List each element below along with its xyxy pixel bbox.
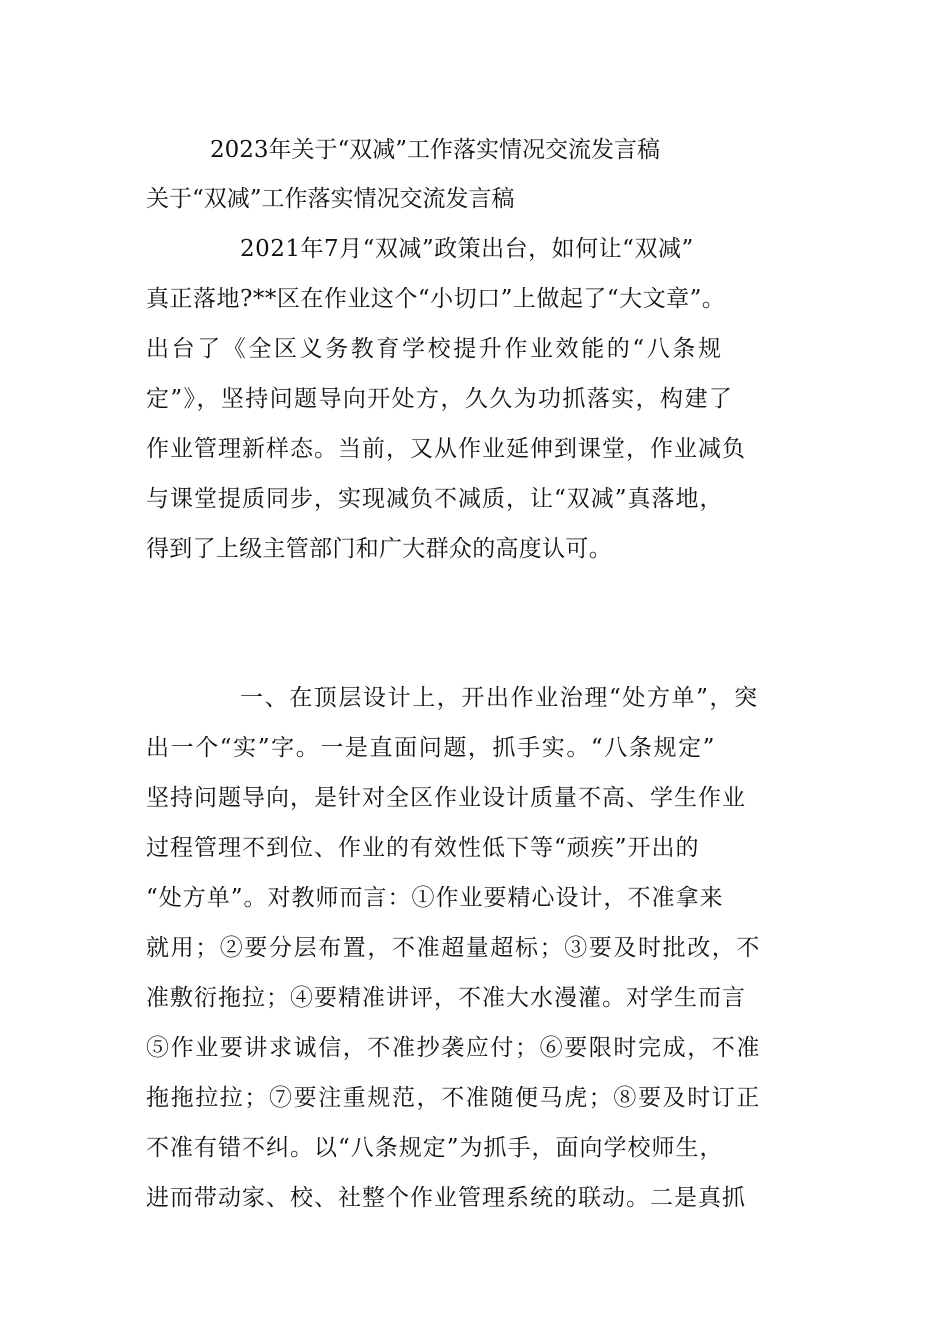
- paragraph-line: 拖拖拉拉；⑦要注重规范，不准随便马虎；⑧要及时订正: [146, 1085, 761, 1111]
- paragraph-line: 出一个“实”字。一是直面问题，抓手实。“八条规定”: [146, 735, 717, 761]
- paragraph-line: 作业管理新样态。当前，又从作业延伸到课堂，作业减负: [146, 436, 746, 462]
- paragraph-line: 与课堂提质同步，实现减负不减质，让“双减”真落地，: [146, 486, 724, 512]
- paragraph-line: 坚持问题导向，是针对全区作业设计质量不高、学生作业: [146, 785, 746, 811]
- document-title: 2023年关于“双减”工作落实情况交流发言稿: [210, 137, 661, 163]
- paragraph-line: “处方单”。对教师而言：①作业要精心设计，不准拿来: [146, 885, 724, 911]
- paragraph-line: 真正落地?**区在作业这个“小切口”上做起了“大文章”。: [146, 286, 726, 312]
- paragraph-line: 准敷衍拖拉；④要精准讲评，不准大水漫灌。对学生而言: [146, 985, 746, 1011]
- paragraph-line: 得到了上级主管部门和广大群众的高度认可。: [146, 536, 612, 562]
- paragraph-line: 进而带动家、校、社整个作业管理系统的联动。二是真抓: [146, 1185, 746, 1211]
- document-subtitle: 关于“双减”工作落实情况交流发言稿: [146, 186, 515, 212]
- paragraph-line: ⑤作业要讲求诚信，不准抄袭应付；⑥要限时完成，不准: [146, 1035, 761, 1061]
- paragraph-line: 不准有错不纠。以“八条规定”为抓手，面向学校师生，: [146, 1135, 724, 1161]
- paragraph-line: 定”》，坚持问题导向开处方，久久为功抓落实，构建了: [146, 386, 734, 412]
- paragraph-line: 就用；②要分层布置，不准超量超标；③要及时批改，不: [146, 935, 761, 961]
- paragraph-line: 2021年7月“双减”政策出台，如何让“双减”: [240, 236, 694, 262]
- paragraph-line: 过程管理不到位、作业的有效性低下等“顽疾”开出的: [146, 835, 700, 861]
- paragraph-line: 一、在顶层设计上，开出作业治理“处方单”，突: [240, 685, 759, 711]
- paragraph-line: 出台了《全区义务教育学校提升作业效能的“八条规: [146, 336, 724, 362]
